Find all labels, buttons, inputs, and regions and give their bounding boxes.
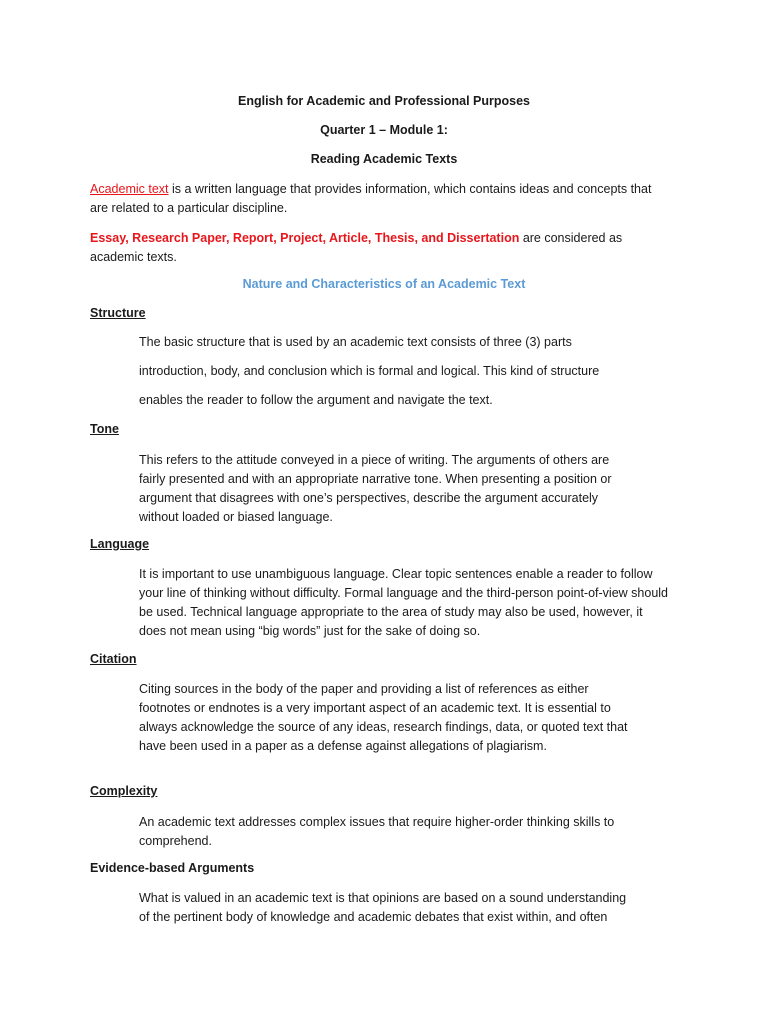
- module-title: Quarter 1 – Module 1:: [320, 123, 448, 137]
- lesson-title: Reading Academic Texts: [310, 152, 458, 166]
- structure-line-2: introduction, body, and conclusion which is formal and logical. This kind of structure: [139, 364, 600, 378]
- language-paragraph: It is important to use unambiguous language. Clear topic sentences enable a reader to follow your line of thinking without difficulty. Formal language and the third-person point-of-view should be used. Technical language appropriate to the area of study may also be used, however, it does not mean using “big words” just for the sake of doing so.: [139, 567, 668, 638]
- complexity-paragraph: An academic text addresses complex issues that require higher-order thinking skills to comprehend.: [139, 815, 615, 848]
- evidence-paragraph: What is valued in an academic text is that opinions are based on a sound understanding of the pertinent body of knowledge and academic debates that exist within, and often: [139, 891, 627, 924]
- structure-line-1: The basic structure that is used by an academic text consists of three (3) parts: [139, 335, 572, 349]
- heading-complexity: Complexity: [90, 784, 158, 798]
- text-types-tail: are considered as academic texts.: [90, 231, 623, 264]
- heading-tone: Tone: [90, 422, 119, 436]
- citation-paragraph: Citing sources in the body of the paper and providing a list of references as either footnotes or endnotes is a very important aspect of an academic text. It is essential to always acknowledge the source of any ideas, research findings, data, or quoted text that have been used in a paper as a defense against allegations of plagiarism.: [139, 682, 628, 753]
- academic-text-definition: is a written language that provides information, which contains ideas and concepts that are related to a particular discipline.: [90, 182, 652, 215]
- intro-paragraph: [90, 180, 670, 218]
- heading-citation: Citation: [90, 652, 137, 666]
- heading-structure: Structure: [90, 306, 146, 320]
- examples-paragraph: [90, 229, 670, 267]
- structure-line-3: enables the reader to follow the argument and navigate the text.: [139, 393, 493, 407]
- heading-language: Language: [90, 537, 150, 551]
- section-subtitle: Nature and Characteristics of an Academic Text: [242, 277, 526, 291]
- heading-evidence: Evidence-based Arguments: [90, 861, 255, 875]
- text-types-list: Essay, Research Paper, Report, Project, Article, Thesis, and Dissertation: [90, 231, 520, 245]
- course-title: English for Academic and Professional Purposes: [238, 94, 530, 108]
- academic-text-term: Academic text: [90, 182, 169, 196]
- tone-paragraph: This refers to the attitude conveyed in a piece of writing. The arguments of others are fairly presented and with an appropriate narrative tone. When presenting a position or argument that disagrees with one’s perspectives, describe the argument accurately without loaded or biased language.: [139, 453, 612, 524]
